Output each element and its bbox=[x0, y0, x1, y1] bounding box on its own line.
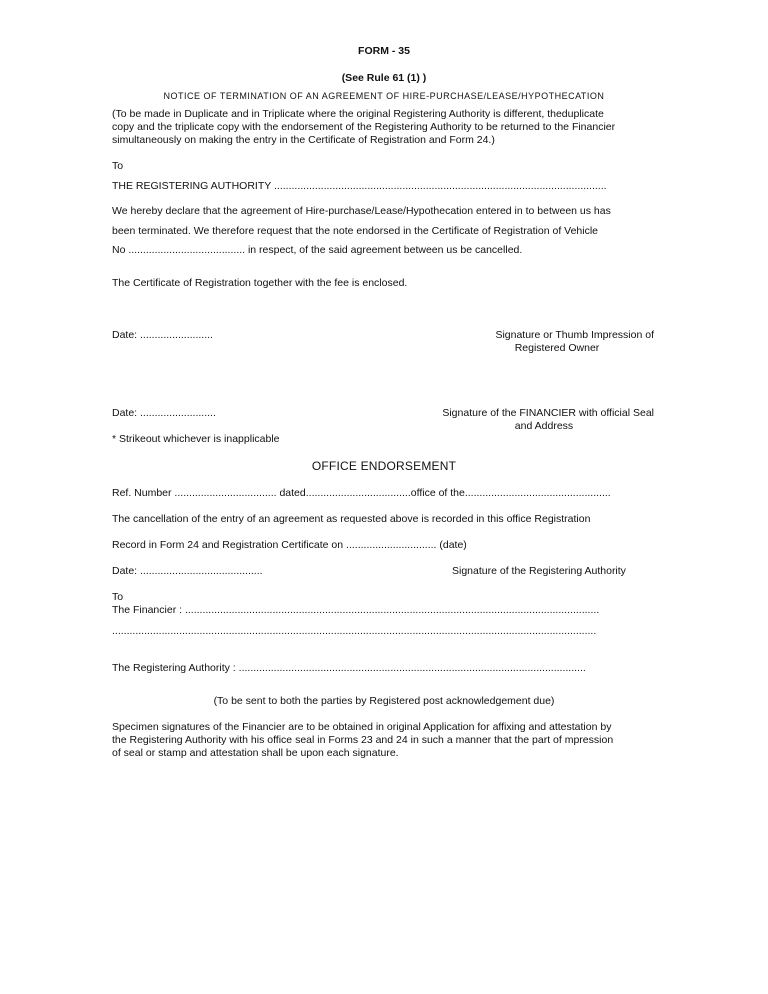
cancellation-line-2: Record in Form 24 and Registration Certificate on ............................... (date) bbox=[112, 539, 467, 551]
registering-authority-signature: Signature of the Registering Authority bbox=[452, 565, 626, 577]
form-rule-reference: (See Rule 61 (1) ) bbox=[341, 72, 427, 84]
owner-signature-line-1: Signature or Thumb Impression of bbox=[495, 329, 654, 341]
office-endorsement-heading: OFFICE ENDORSEMENT bbox=[311, 459, 457, 473]
registering-authority-address-line: The Registering Authority : ....................................................................................................................... bbox=[112, 662, 586, 674]
financier-address-line: The Financier : .............................................................................................................................................. bbox=[112, 604, 600, 616]
specimen-line-2: the Registering Authority with his office seal in Forms 23 and 24 in such a manner that the part of mpression bbox=[112, 734, 614, 746]
financier-signature-line-2: and Address bbox=[514, 420, 574, 432]
endorsement-date-line: Date: .......................................... bbox=[112, 565, 263, 577]
declaration-line-3: No ........................................ in respect, of the said agreement between us be cancelled. bbox=[112, 244, 523, 256]
financier-address-continuation: ...................................................................................................................................................................... bbox=[112, 625, 597, 637]
declaration-line-1: We hereby declare that the agreement of Hire-purchase/Lease/Hypothecation entered in to between us has bbox=[112, 205, 611, 217]
enclosure-note: The Certificate of Registration together with the fee is enclosed. bbox=[112, 277, 408, 289]
owner-signature-line-2: Registered Owner bbox=[514, 342, 600, 354]
dispatch-note: (To be sent to both the parties by Registered post acknowledgement due) bbox=[213, 695, 555, 707]
strikeout-note: * Strikeout whichever is inapplicable bbox=[112, 433, 280, 445]
notice-heading: NOTICE OF TERMINATION OF AN AGREEMENT OF HIRE-PURCHASE/LEASE/HYPOTHECATION bbox=[163, 91, 605, 101]
instructions-line-3: simultaneously on making the entry in the Certificate of Registration and Form 24.) bbox=[112, 134, 495, 146]
recipients-to-label: To bbox=[112, 591, 124, 603]
form-title: FORM - 35 bbox=[358, 45, 410, 57]
owner-date-line: Date: ......................... bbox=[112, 329, 213, 341]
to-label: To bbox=[112, 160, 124, 172]
registering-authority-line: THE REGISTERING AUTHORITY .................................................................................................................. bbox=[112, 180, 607, 192]
reference-number-line: Ref. Number ................................... dated....................................office of the.................................................. bbox=[112, 487, 611, 499]
specimen-line-1: Specimen signatures of the Financier are to be obtained in original Application for affixing and attestation by bbox=[112, 721, 612, 733]
cancellation-line-1: The cancellation of the entry of an agreement as requested above is recorded in this office Registration bbox=[112, 513, 591, 525]
declaration-line-2: been terminated. We therefore request that the note endorsed in the Certificate of Registration of Vehicle bbox=[112, 225, 599, 237]
financier-date-line: Date: .......................... bbox=[112, 407, 216, 419]
instructions-line-2: copy and the triplicate copy with the endorsement of the Registering Authority to be returned to the Financier bbox=[112, 121, 616, 133]
financier-signature-line-1: Signature of the FINANCIER with official Seal bbox=[442, 407, 654, 419]
instructions-line-1: (To be made in Duplicate and in Triplicate where the original Registering Authority is different, theduplicate bbox=[112, 108, 604, 120]
specimen-line-3: of seal or stamp and attestation shall be upon each signature. bbox=[112, 747, 399, 759]
